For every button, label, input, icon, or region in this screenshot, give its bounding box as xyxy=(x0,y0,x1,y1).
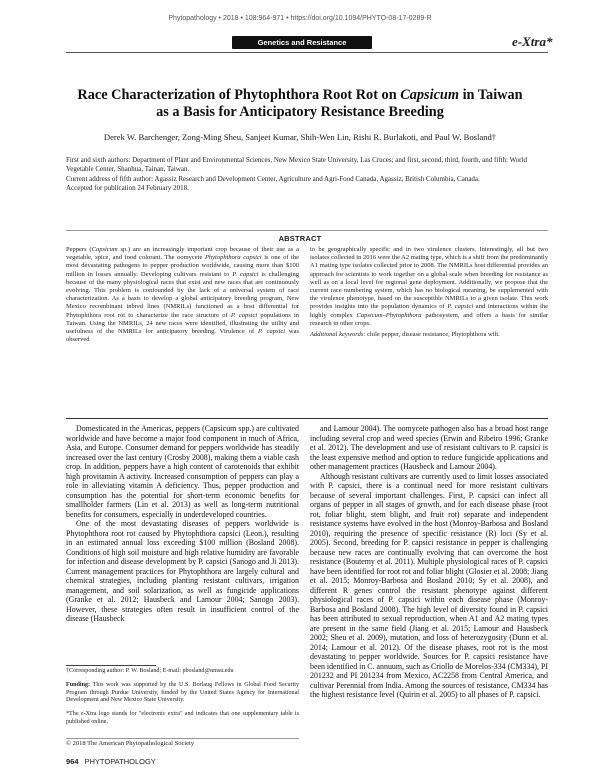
page-footer xyxy=(66,757,156,766)
paragraph: and Lamour 2004). The oomycete pathogen also has a broad host range including several crop and weed species (Erwin and Ribeiro 1996; Granke et al. 2012). The development and use of resistant cultivars to P. capsici is the least expensive method and option to reduce fungicide applications and other management practices (Hausbeck and Lamour 2004). xyxy=(310,424,548,471)
affiliation-current: Current address of fifth author: Agassiz Research and Development Center, Agriculture and Agri-Food Canada, Agassiz, British Columbia, Canada. xyxy=(66,174,480,183)
abstract-right-column: to be geographically specific and in two virulence clusters. Interestingly, all but two isolates collected in 2016 were the A2 mating type, which is a shift from the predominantly A1 mating type isolates collected prior to 2008. The NMRILs host differential provides an approach for scientists to work together on a global scale when breeding for resistance as well as on a local level for regional gene deployment. Additionally, we propose that the current race numbering system, which has no biological meaning, be supplemented with the virulence phenotype, based on the susceptible NMRILs to a given isolate. This work provides insights into the population dynamics of P. capsici and interactions within the highly complex Capsicum–Phytophthora pathosystem, and offers a basis for similar research in other crops. Additional keywords: chile pepper, disease resistance, Phytophthora wilt. xyxy=(310,246,549,339)
body-right-column xyxy=(310,424,548,700)
section-label: Genetics and Resistance xyxy=(257,38,347,47)
abstract-heading: ABSTRACT xyxy=(278,234,322,243)
extra-note: *The e-Xtra logo stands for "electronic extra" and indicates that one supplementary table is published online. xyxy=(66,711,299,725)
abstract-rule xyxy=(66,230,548,231)
footnote-rule xyxy=(66,665,156,666)
abstract-left-column: Peppers (Capsicum sp.) are an increasingly important crop because of their use as a vegetable, spice, and food colorant. The oomycete Phytophthora capsici is one of the most devastating pathogens to pepper production worldwide, causing more than $100 million in losses annually. Developing cultivars resistant to P. capsici is challenging because of the many physiological races that exist and new races that are continuously evolving. This problem is confounded by the lack of a universal system of race characterization. As a basis to develop a global anticipatory breeding program, New Mexico recombinant inbred lines (NMRILs) functioned as a host differential for Phytophthora root rot to characterize the race structure of P. capsici populations in Taiwan. Using the NMRILs, 24 new races were identified, illustrating the utility and usefulness of the NMRILs for anticipatory breeding. Virulence of P. capsici was observed xyxy=(66,246,300,344)
keywords: Additional keywords: chile pepper, disease resistance, Phytophthora wilt. xyxy=(310,331,500,339)
page-number: 964 xyxy=(66,757,79,766)
corresponding-author-note: †Corresponding author: P. W. Bosland; E-mail: pbosland@nmsu.edu xyxy=(66,668,234,674)
extra-logo: e-Xtra* xyxy=(512,34,553,49)
affiliations xyxy=(66,156,538,194)
paragraph: Domesticated in the Americas, peppers (Capsicum spp.) are cultivated worldwide and have become a major food component in much of Africa, Asia, and Europe. Consumer demand for peppers worldwide has steadily increased over the last century (Crosby 2008), making them a viable cash crop. In addition, peppers have a high content of carotenoids that exhibit high provitamin A activity. Increased consumption of peppers can play a role in alleviating vitamin A deficiency. Thus, pepper production and consumption has the potential for short-term economic benefits for smallholder farmers (Lin et al. 2013) as well as long-term nutritional benefits for consumers, especially in underdeveloped countries. xyxy=(66,424,299,519)
body-left-column xyxy=(66,424,299,624)
copyright: © 2018 The American Phytopathological Society xyxy=(66,740,195,747)
body-rule xyxy=(66,418,548,419)
paragraph: Although resistant cultivars are currently used to limit losses associated with P. capsici, there is a continual need for more resistant cultivars because of several important challenges. First, P. capsici can infect all organs of pepper in all stages of growth, and for each disease phase (root rot, foliar blight, stem blight, and fruit rot) separate and independent resistance systems have evolved in the host (Monroy-Barbosa and Bosland 2010), requiring the presence of specific resistance (R) loci (Sy et al. 2005). Second, breeding for P. capsici resistance in pepper is challenging because new races are continually evolving that can overcome the host resistance (Boutemy et al. 2011). Multiple physiological races of P. capsici have been identified for root rot and foliar blight (Glosier et al. 2008; Jiang et al. 2015; Monroy-Barbosa and Bosland 2010; Sy et al. 2008), and different R genes control the resistant phenotype against different physiological races of P. capsici within each disease phase (Monroy-Barbosa and Bosland 2008). The high level of diversity found in P. capsici has been attributed to sexual reproduction, when A1 and A2 mating types are present in the same field (Jiang et al. 2015; Lamour and Hausbeck 2002; Sheu et al. 2009), mutation, and loss of heterozygosity (Dunn et al. 2014; Lamour et al. 2012). Of the disease phases, root rot is the most devastating to pepper worldwide. Sources for P. capsici resistance have been identified in C. annuum, such as Criollo de Morelos-334 (CM334), PI 201232 and PI 201234 from Mexico, AC2258 from Central America, and cultivar Perennial from India. Among the sources of resistance, CM334 has the highest resistance level (Quirin et al. 2005) to all phases of P. capsici. xyxy=(310,471,548,699)
author-list: Derek W. Barchenger, Zong-Ming Sheu, Sanjeet Kumar, Shih-Wen Lin, Rishi R. Burlakoti, and Paul W. Bosland† xyxy=(103,132,497,142)
section-banner xyxy=(232,36,372,49)
running-header: Phytopathology • 2018 • 108:964-971 • https://doi.org/10.1094/PHYTO-08-17-0289-R xyxy=(168,15,432,22)
affiliation-primary: First and sixth authors: Department of Plant and Environmental Sciences, New Mexico State University, Las Cruces; and first, second, third, fourth, and fifth: World Vegetable Center, Shanhua, Tainan, Taiwan. xyxy=(66,156,527,174)
paragraph: One of the most devastating diseases of peppers worldwide is Phytophthora root rot caused by Phytophthora capsici (Leon.), resulting in an estimated annual loss exceeding $100 million (Bosland 2008). Conditions of high soil moisture and high relative humidity are favorable for infection and disease development by P. capsici (Sanogo and Ji 2013). Current management practices for Phytophthora are largely cultural and chemical strategies, including planting resistant cultivars, irrigation management, and soil solarization, as well as fungicide applications (Granke et al. 2012; Hausbeck and Lamour 2004; Sanogo 2003). However, these strategies often result in insufficient control of the disease (Hausbeck xyxy=(66,519,299,623)
header-rule xyxy=(66,52,548,53)
funding-note: Funding: This work was supported by the U.S. Borlaug Fellows in Global Food Security Program through Purdue University, funded by the United States Agency for International Development and New Mexico State University. xyxy=(66,682,299,704)
accepted-date: Accepted for publication 24 February 2018. xyxy=(66,184,189,193)
article-title: Race Characterization of Phytophthora Root Rot on Capsicum in Taiwan as a Basis for Anticipatory Resistance Breeding xyxy=(77,87,523,120)
copyright-rule xyxy=(66,738,299,739)
journal-name: PHYTOPATHOLOGY xyxy=(84,757,156,766)
